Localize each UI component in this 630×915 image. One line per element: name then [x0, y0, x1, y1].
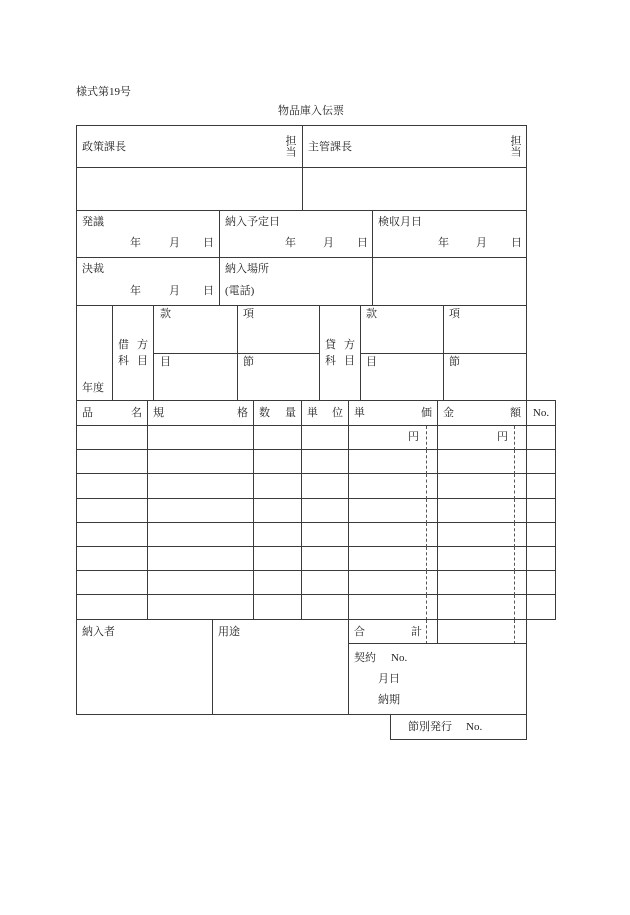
decimal-divider [426, 571, 427, 595]
kou-label: 項 [243, 308, 254, 320]
item-unit-cell [302, 426, 349, 450]
item-quantity-cell [254, 595, 302, 620]
item-no-cell [527, 450, 556, 474]
stamp-label: 担当 [284, 135, 296, 157]
moku-label: 目 [366, 356, 377, 368]
item-quantity-cell [254, 499, 302, 523]
header-unit: 単 位 [302, 401, 349, 426]
item-unit-price-cell [349, 547, 438, 571]
item-spec-cell [148, 547, 254, 571]
item-quantity-cell [254, 474, 302, 499]
delivery-due-label: 納入予定日 [225, 216, 280, 228]
item-amount-cell [438, 450, 527, 474]
credit-moku-cell [360, 353, 444, 401]
header-no: No. [527, 401, 556, 426]
proposal-cell [76, 210, 220, 258]
year-unit: 年 [438, 237, 449, 249]
decimal-divider [426, 450, 427, 474]
item-name-cell [77, 426, 148, 450]
decimal-divider [426, 499, 427, 523]
total-amount-cell [437, 619, 527, 644]
items-table [76, 400, 556, 620]
item-no-cell [527, 426, 556, 450]
item-name-cell [77, 547, 148, 571]
delivery-place-label: 納入場所 [225, 263, 269, 275]
day-unit: 日 [203, 237, 214, 249]
inspection-date-cell [372, 210, 527, 258]
delivery-due-cell [219, 210, 373, 258]
kan-label: 款 [160, 308, 171, 320]
item-name-cell [77, 523, 148, 547]
item-amount-cell [438, 547, 527, 571]
decimal-divider [514, 547, 515, 571]
credit-account-label-cell [319, 305, 361, 401]
decimal-divider [426, 474, 427, 499]
item-no-cell [527, 547, 556, 571]
decimal-divider [426, 547, 427, 571]
item-no-cell [527, 523, 556, 547]
item-unit-price-cell [349, 450, 438, 474]
item-quantity-cell [254, 450, 302, 474]
decimal-divider [514, 450, 515, 474]
decimal-divider [514, 620, 515, 644]
item-spec-cell [148, 571, 254, 595]
proposal-label: 発議 [82, 216, 104, 228]
phone-label: (電話) [225, 285, 255, 297]
purpose-cell [212, 619, 349, 715]
credit-kan-cell [360, 305, 444, 354]
item-spec-cell [148, 474, 254, 499]
item-quantity-cell [254, 523, 302, 547]
decimal-divider [514, 595, 515, 620]
header-quantity: 数 量 [254, 401, 302, 426]
item-unit-price-cell [349, 571, 438, 595]
item-unit-cell [302, 523, 349, 547]
item-no-cell [527, 499, 556, 523]
fiscal-year-label: 年度 [82, 382, 104, 394]
decimal-divider [426, 523, 427, 547]
contract-cell [348, 643, 527, 715]
item-quantity-cell [254, 426, 302, 450]
month-unit: 月 [476, 237, 487, 249]
debit-account-label-cell [112, 305, 154, 401]
header-unit-price: 単 価 [349, 401, 438, 426]
credit-label: 貸 方 [325, 339, 355, 351]
debit-moku-cell [153, 353, 238, 401]
inspection-date-label: 検収月日 [378, 216, 422, 228]
section-issue-label: 節別発行 [408, 721, 452, 733]
policy-chief-seal-box [76, 167, 303, 211]
item-quantity-cell [254, 571, 302, 595]
setsu-label: 節 [449, 356, 460, 368]
item-name-cell [77, 595, 148, 620]
year-unit: 年 [130, 285, 141, 297]
item-unit-price-cell [349, 499, 438, 523]
item-unit-cell [302, 571, 349, 595]
item-amount-cell [438, 523, 527, 547]
item-spec-cell [148, 450, 254, 474]
item-amount-cell [438, 499, 527, 523]
decision-label: 決裁 [82, 263, 104, 275]
debit-setsu-cell [237, 353, 320, 401]
decimal-divider [514, 523, 515, 547]
year-unit: 年 [130, 237, 141, 249]
total-label-cell [348, 619, 438, 644]
form-title: 物品庫入伝票 [278, 105, 344, 117]
main-chief-label: 主管課長 [308, 141, 352, 153]
item-name-cell [77, 499, 148, 523]
decimal-divider [426, 426, 427, 450]
month-unit: 月 [323, 237, 334, 249]
blank-cell [372, 257, 527, 306]
contract-no-label: No. [391, 652, 408, 664]
item-spec-cell [148, 426, 254, 450]
approval-main-chief-cell [302, 125, 527, 168]
item-no-cell [527, 571, 556, 595]
header-item-name: 品 名 [77, 401, 148, 426]
month-unit: 月 [169, 285, 180, 297]
item-quantity-cell [254, 547, 302, 571]
decision-cell [76, 257, 220, 306]
month-unit: 月 [169, 237, 180, 249]
header-amount: 金 額 [438, 401, 527, 426]
debit-kan-cell [153, 305, 238, 354]
day-unit: 日 [357, 237, 368, 249]
item-no-cell [527, 595, 556, 620]
yen-unit: 円 [497, 431, 508, 443]
section-issue-no-label: No. [466, 721, 483, 733]
header-spec: 規 格 [148, 401, 254, 426]
form-number: 様式第19号 [76, 86, 131, 98]
decimal-divider [514, 571, 515, 595]
decimal-divider [514, 499, 515, 523]
item-unit-price-cell [349, 523, 438, 547]
item-unit-cell [302, 547, 349, 571]
day-unit: 日 [511, 237, 522, 249]
delivery-place-cell [219, 257, 373, 306]
item-spec-cell [148, 523, 254, 547]
approval-policy-chief-cell [76, 125, 303, 168]
credit-setsu-cell [443, 353, 527, 401]
policy-chief-label: 政策課長 [82, 141, 126, 153]
decimal-divider [426, 620, 427, 644]
debit-label: 借 方 [118, 339, 148, 351]
section-issue-cell [390, 714, 527, 740]
item-unit-cell [302, 474, 349, 499]
moku-label: 目 [160, 356, 171, 368]
year-unit: 年 [285, 237, 296, 249]
item-amount-cell [438, 426, 527, 450]
fiscal-year-cell [76, 305, 113, 401]
item-amount-cell [438, 474, 527, 499]
item-amount-cell [438, 571, 527, 595]
main-chief-seal-box [302, 167, 527, 211]
item-name-cell [77, 571, 148, 595]
contract-label: 契約 [354, 652, 376, 664]
decimal-divider [514, 474, 515, 499]
decimal-divider [426, 595, 427, 620]
supplier-cell [76, 619, 213, 715]
supplier-label: 納入者 [82, 626, 115, 638]
contract-month-day-label: 月日 [378, 673, 400, 685]
item-unit-price-cell [349, 426, 438, 450]
setsu-label: 節 [243, 356, 254, 368]
kou-label: 項 [449, 308, 460, 320]
item-unit-cell [302, 450, 349, 474]
kan-label: 款 [366, 308, 377, 320]
delivery-period-label: 納期 [378, 694, 400, 706]
item-spec-cell [148, 595, 254, 620]
stamp-label: 担当 [509, 135, 521, 157]
item-unit-price-cell [349, 595, 438, 620]
total-label: 合 計 [354, 626, 422, 638]
debit-kou-cell [237, 305, 320, 354]
yen-unit: 円 [408, 431, 419, 443]
account-label: 科 目 [118, 355, 148, 367]
purpose-label: 用途 [218, 626, 240, 638]
item-spec-cell [148, 499, 254, 523]
item-name-cell [77, 474, 148, 499]
item-unit-cell [302, 499, 349, 523]
item-unit-price-cell [349, 474, 438, 499]
item-amount-cell [438, 595, 527, 620]
account-label: 科 目 [325, 355, 355, 367]
credit-kou-cell [443, 305, 527, 354]
item-no-cell [527, 474, 556, 499]
decimal-divider [514, 426, 515, 450]
item-name-cell [77, 450, 148, 474]
day-unit: 日 [203, 285, 214, 297]
item-unit-cell [302, 595, 349, 620]
